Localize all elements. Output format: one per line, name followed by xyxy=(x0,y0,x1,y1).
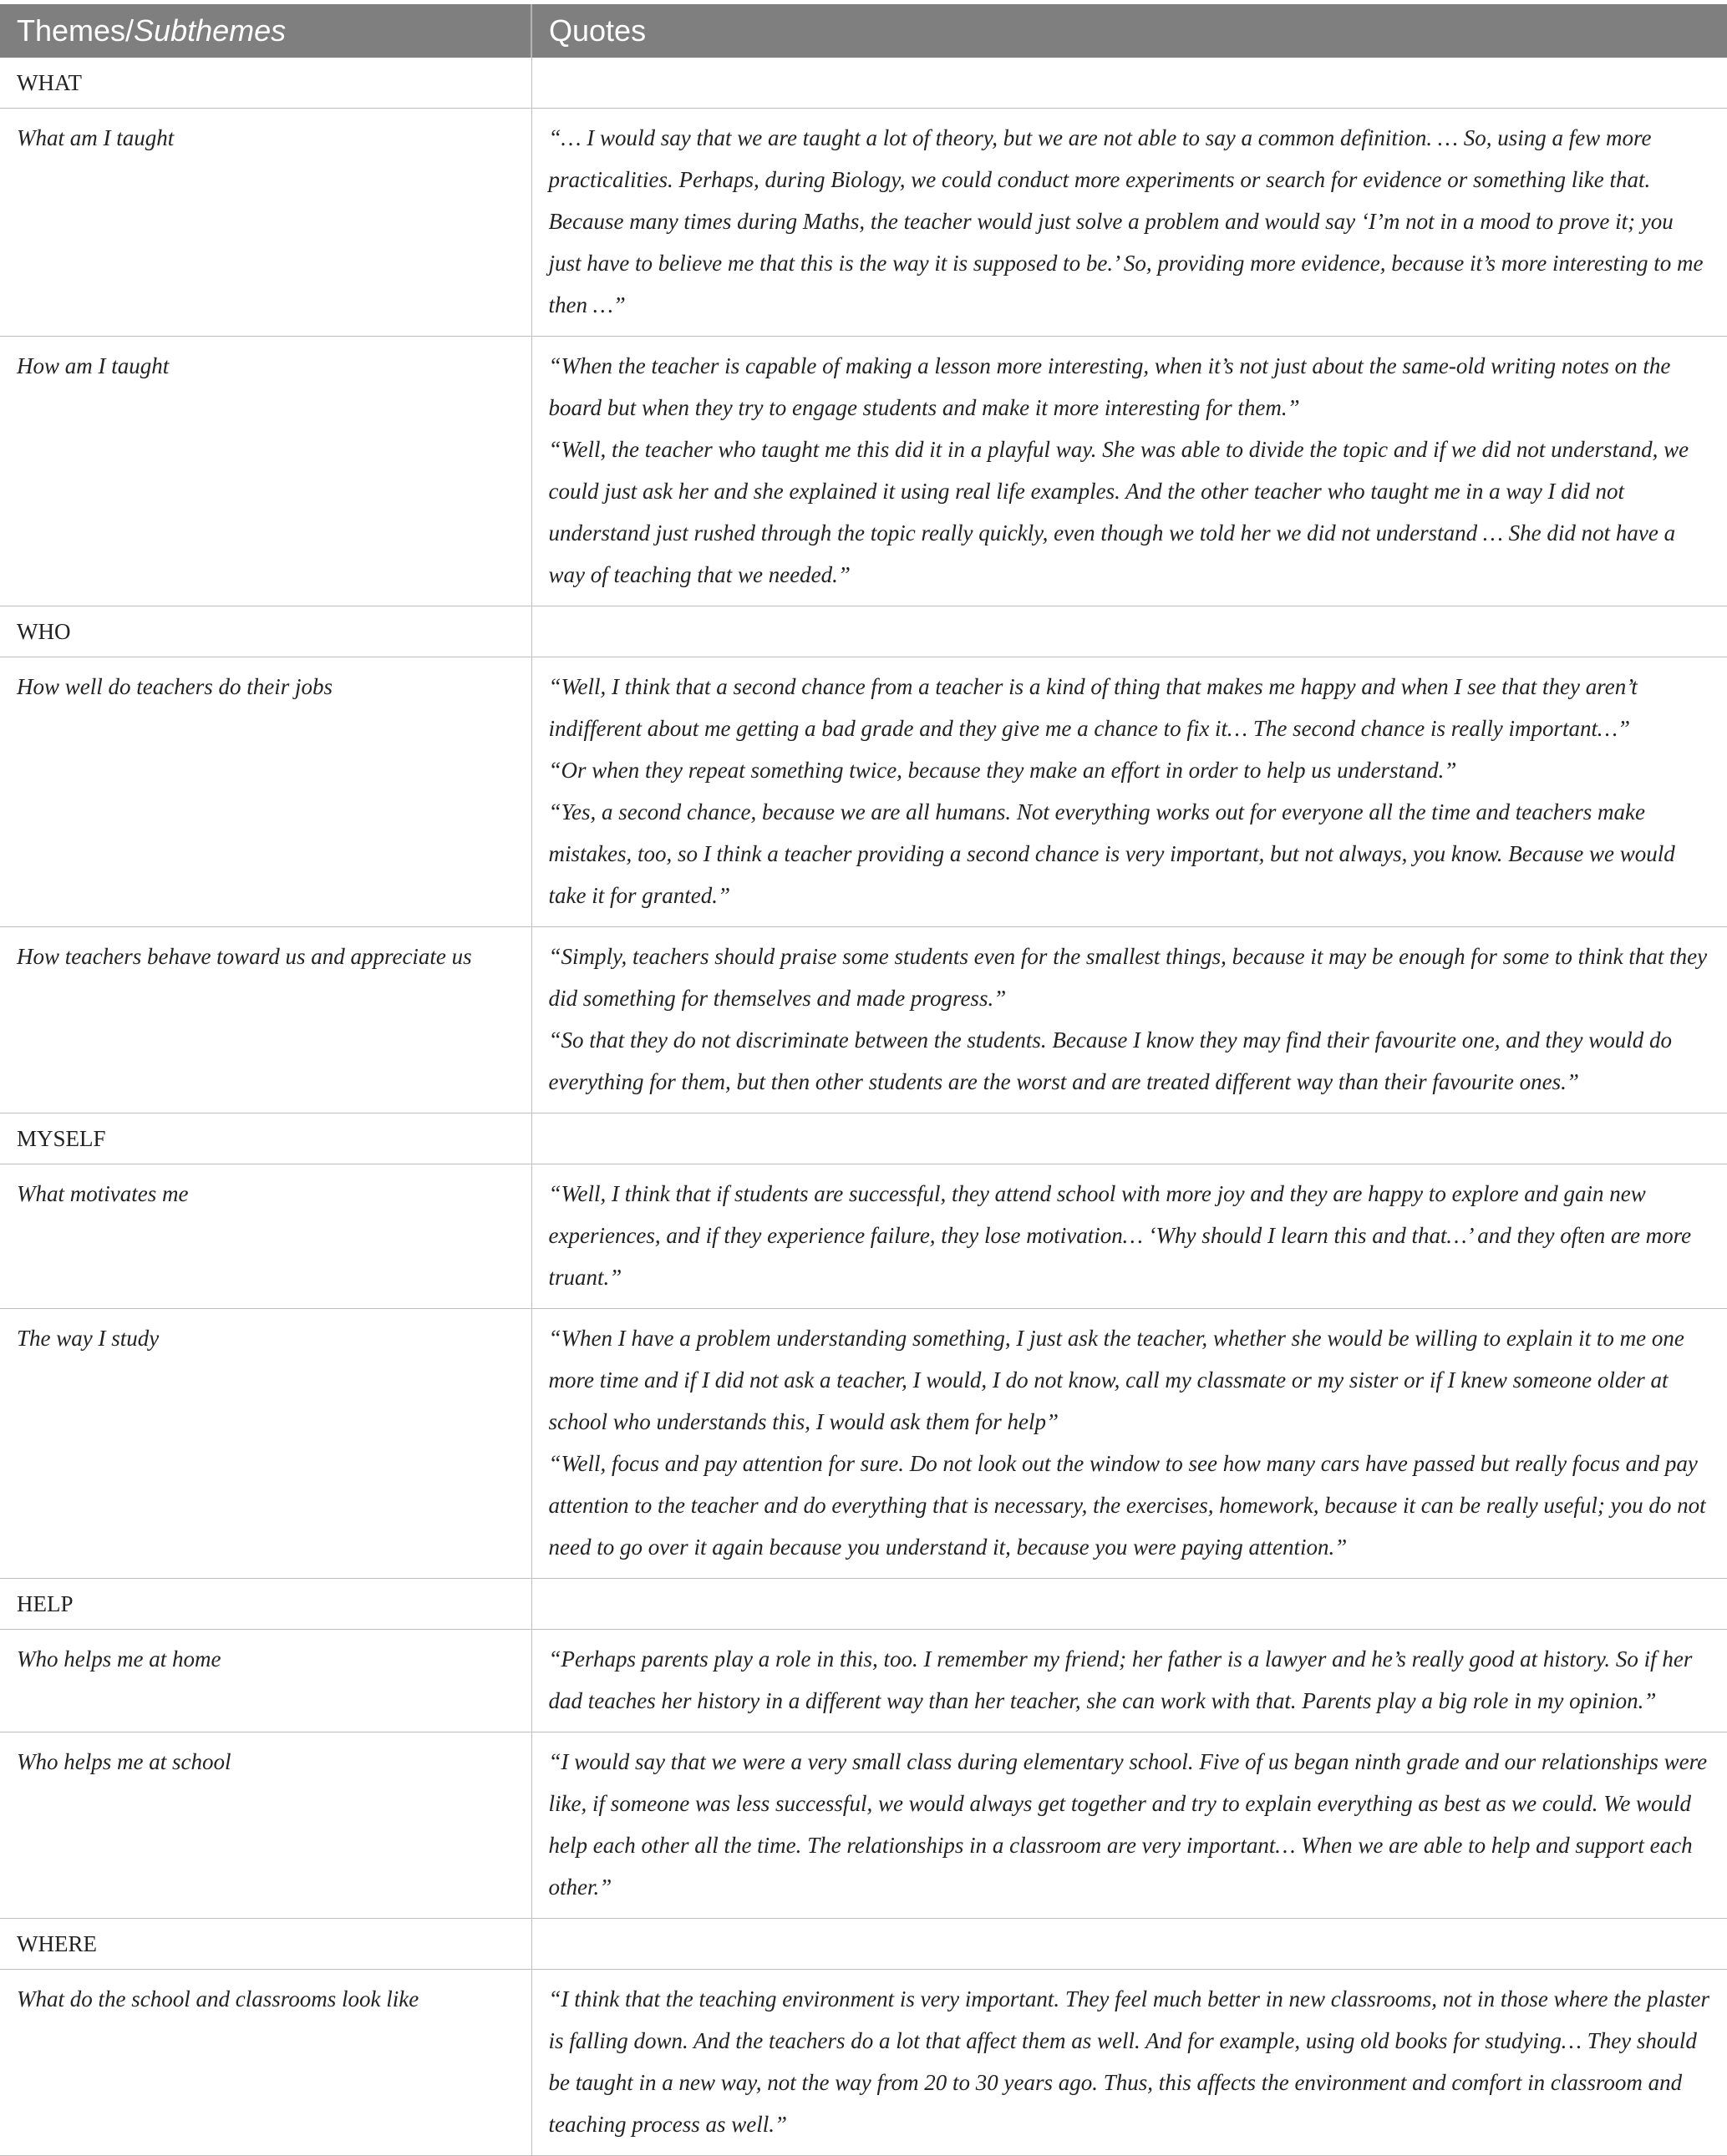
quote-cell xyxy=(531,1630,1727,1732)
quote-text: “I think that the teaching environment is very important. They feel much better in new classrooms, not in those where the plaster is falling down. And the teachers do a lot that affect them as well. And for example, using old books for studying… They should be taught in a new way, not the way from 20 to 30 years ago. Thus, this affects the environment and comfort in classroom and teaching process as well.” xyxy=(548,1986,1710,2137)
subtheme-row xyxy=(0,1309,1727,1579)
subtheme-label: What motivates me xyxy=(0,1164,531,1309)
theme-row xyxy=(0,1919,1727,1970)
table-body xyxy=(0,58,1727,2156)
quote-text: “Well, I think that a second chance from a teacher is a kind of thing that makes me happy and when I see that they aren’t indifferent about me getting a bad grade and they give me a chance to fix it… The second chance is really important…” xyxy=(548,674,1638,741)
quote-cell xyxy=(531,657,1727,927)
theme-label: WHO xyxy=(0,606,531,657)
header-quotes: Quotes xyxy=(531,4,1727,58)
theme-label: WHAT xyxy=(0,58,531,109)
subtheme-row xyxy=(0,657,1727,927)
header-subthemes-label: Subthemes xyxy=(134,13,287,48)
theme-row xyxy=(0,58,1727,109)
subtheme-row xyxy=(0,927,1727,1114)
theme-quote-cell xyxy=(531,58,1727,109)
subtheme-label: How am I taught xyxy=(0,337,531,606)
quote-text: “Well, I think that if students are successful, they attend school with more joy and they are happy to explore and gain new experiences, and if they experience failure, they lose motivation… ‘Why should I learn this and that…’ and they often are more truant.” xyxy=(548,1181,1692,1290)
quote-text: “When I have a problem understanding something, I just ask the teacher, whether she would be willing to explain it to me one more time and if I did not ask a teacher, I would, I do not know, call my classmate or my sister or if I knew someone older at school who understands this, I would ask them for help” xyxy=(548,1326,1684,1434)
quote-cell xyxy=(531,1970,1727,2156)
subtheme-row xyxy=(0,337,1727,606)
quote-cell xyxy=(531,337,1727,606)
quote-text: “Well, the teacher who taught me this did it in a playful way. She was able to divide the topic and if we did not understand, we could just ask her and she explained it using real life examples. And the other teacher who taught me in a way I did not understand just rushed through the topic really quickly, even though we told her we did not understand … She did not have a way of teaching that we needed.” xyxy=(548,437,1689,587)
subtheme-label: What do the school and classrooms look like xyxy=(0,1970,531,2156)
theme-label: MYSELF xyxy=(0,1114,531,1164)
quote-text: “… I would say that we are taught a lot of theory, but we are not able to say a common definition. … So, using a few more practicalities. Perhaps, during Biology, we could conduct more experiments or search for evidence or something like that. Because many times during Maths, the teacher would just solve a problem and would say ‘I’m not in a mood to prove it; you just have to believe me that this is the way it is supposed to be.’ So, providing more evidence, because it’s more interesting to me then …” xyxy=(548,125,1704,317)
subtheme-label: What am I taught xyxy=(0,109,531,337)
quote-text: “So that they do not discriminate between the students. Because I know they may find their favourite one, and they would do everything for them, but then other students are the worst and are treated different way than their favourite ones.” xyxy=(548,1027,1673,1094)
quote-cell xyxy=(531,1164,1727,1309)
subtheme-row xyxy=(0,109,1727,337)
theme-label: HELP xyxy=(0,1579,531,1630)
quote-cell xyxy=(531,1309,1727,1579)
themes-table xyxy=(0,4,1727,2156)
theme-quote-cell xyxy=(531,1919,1727,1970)
subtheme-row xyxy=(0,1732,1727,1919)
header-themes-label: Themes/ xyxy=(17,13,135,48)
theme-row xyxy=(0,1579,1727,1630)
subtheme-row xyxy=(0,1164,1727,1309)
quote-cell xyxy=(531,1732,1727,1919)
subtheme-row xyxy=(0,1970,1727,2156)
theme-row xyxy=(0,606,1727,657)
quote-text: “I would say that we were a very small class during elementary school. Five of us began ninth grade and our relationships were like, if someone was less successful, we would always get together and try to explain everything as best as we could. We would help each other all the time. The relationships in a classroom are very important… When we are able to help and support each other.” xyxy=(548,1749,1708,1900)
subtheme-label: Who helps me at school xyxy=(0,1732,531,1919)
quote-text: “Perhaps parents play a role in this, too. I remember my friend; her father is a lawyer and he’s really good at history. So if her dad teaches her history in a different way than her teacher, she can work with that. Parents play a big role in my opinion.” xyxy=(548,1646,1693,1713)
theme-row xyxy=(0,1114,1727,1164)
quote-cell xyxy=(531,109,1727,337)
theme-quote-cell xyxy=(531,606,1727,657)
quote-text: “Yes, a second chance, because we are all humans. Not everything works out for everyone all the time and teachers make mistakes, too, so I think a teacher providing a second chance is very important, but not always, you know. Because we would take it for granted.” xyxy=(548,799,1675,908)
quote-text: “Well, focus and pay attention for sure. Do not look out the window to see how many cars have passed but really focus and pay attention to the teacher and do everything that is necessary, the exercises, homework, because it can be really useful; you do not need to go over it again because you understand it, because you were paying attention.” xyxy=(548,1451,1706,1560)
subtheme-label: How teachers behave toward us and appreciate us xyxy=(0,927,531,1114)
header-themes xyxy=(0,4,531,58)
subtheme-label: The way I study xyxy=(0,1309,531,1579)
subtheme-row xyxy=(0,1630,1727,1732)
quote-text: “When the teacher is capable of making a lesson more interesting, when it’s not just about the same-old writing notes on the board but when they try to engage students and make it more interesting for them.” xyxy=(548,353,1671,420)
table-header-row xyxy=(0,4,1727,58)
theme-label: WHERE xyxy=(0,1919,531,1970)
subtheme-label: Who helps me at home xyxy=(0,1630,531,1732)
quote-text: “Or when they repeat something twice, because they make an effort in order to help us understand.” xyxy=(548,758,1457,783)
quote-text: “Simply, teachers should praise some students even for the smallest things, because it may be enough for some to think that they did something for themselves and made progress.” xyxy=(548,944,1708,1011)
theme-quote-cell xyxy=(531,1114,1727,1164)
subtheme-label: How well do teachers do their jobs xyxy=(0,657,531,927)
theme-quote-cell xyxy=(531,1579,1727,1630)
quote-cell xyxy=(531,927,1727,1114)
